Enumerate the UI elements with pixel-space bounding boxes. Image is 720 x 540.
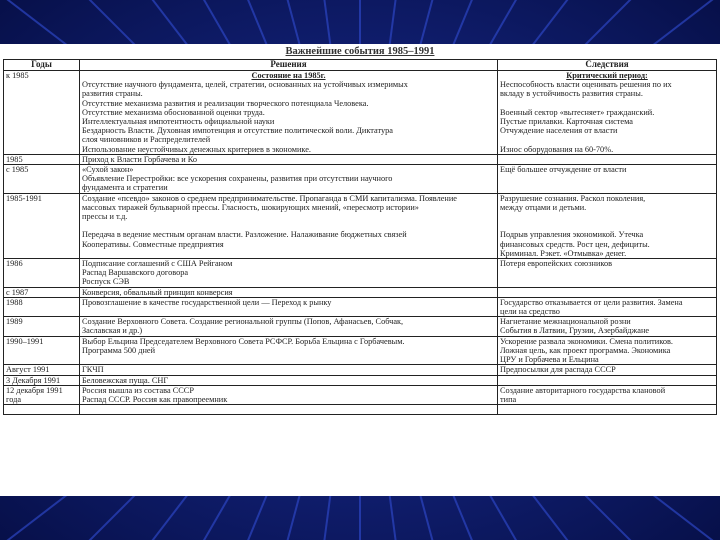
consequences-cell-line — [500, 135, 714, 144]
decisions-cell-line: Распад СССР. Россия как правопреемник — [82, 394, 228, 404]
table-row — [4, 297, 717, 316]
consequences-cell-line: Неспособность власти оценивать решения по их — [500, 80, 672, 90]
decisions-cell — [80, 154, 498, 164]
decisions-cell-line: Роспуск СЭВ — [82, 277, 130, 287]
consequences-cell-line: Потеря европейских союзников — [500, 259, 613, 269]
decisions-cell-line: Отсутствие механизма обоснованной оценки труда. — [82, 107, 265, 117]
table-row — [4, 385, 717, 404]
consequences-cell — [498, 405, 717, 415]
decisions-cell-line: Беловежская пуща. СНГ — [82, 375, 169, 385]
consequences-cell-line: цели на средство — [500, 307, 560, 317]
consequences-cell-line: Военный сектор «вытесняет» гражданский. — [500, 107, 655, 117]
consequences-cell-line: Износ оборудования на 60-70%. — [500, 144, 614, 154]
consequences-cell — [498, 71, 717, 155]
table-row — [4, 365, 717, 375]
consequences-cell — [498, 336, 717, 365]
decisions-cell-line: Интеллектуальная импотентность официальной науки — [82, 117, 275, 127]
decisions-cell — [80, 375, 498, 385]
table-row — [4, 336, 717, 365]
consequences-cell-line: Предпосылки для распада СССР — [500, 365, 616, 375]
year-cell: 1985 — [4, 154, 80, 164]
consequences-cell-line: Создание авторитарного государства клановой — [500, 385, 666, 395]
decisions-cell-line: Заславская и др.) — [82, 326, 143, 336]
decisions-cell-line: Бездарность Власти. Духовная импотенция и отсутствие политической воли. Диктатура — [82, 126, 393, 136]
header-consequences: Следствия — [498, 60, 717, 71]
decisions-cell — [80, 71, 498, 155]
consequences-cell-line: Отчуждение населения от власти — [500, 126, 618, 136]
consequences-cell — [498, 287, 717, 297]
decisions-cell-line: Объявление Перестройки: все ускорения сохранены, развития при отсутствии научного — [82, 174, 393, 184]
consequences-cell — [498, 317, 717, 336]
consequences-cell-line: вкладу в устойчивость развития страны. — [500, 89, 643, 99]
consequences-cell — [498, 375, 717, 385]
decisions-cell-line: Подписание соглашений с США Рейганом — [82, 259, 233, 269]
decisions-cell — [80, 193, 498, 258]
decisions-cell-line: «Сухой закон» — [82, 165, 134, 175]
consequences-cell-line: События в Латвии, Грузии, Азербайджане — [500, 326, 650, 336]
consequences-cell-line: финансовых средств. Рост цен, дефициты. — [500, 239, 650, 249]
decisions-cell — [80, 297, 498, 316]
decisions-cell-line: массовых тиражей бульварной прессы. Гласность, шокирующих мнений, «пересмотр истории» — [82, 202, 419, 212]
consequences-cell — [498, 385, 717, 404]
year-cell: Август 1991 — [4, 365, 80, 375]
consequences-cell-line: Государство отказывается от цели развития. Замена — [500, 297, 683, 307]
consequences-cell-line — [500, 221, 714, 230]
table-row — [4, 165, 717, 194]
decisions-cell — [80, 165, 498, 194]
decisions-cell-line: Распад Варшавского договора — [82, 268, 189, 278]
consequences-cell-line: Нагнетание межнациональной розни — [500, 317, 631, 327]
consequences-cell-line: типа — [500, 394, 517, 404]
decisions-cell-line — [82, 221, 495, 230]
decisions-cell-line: слоя чиновников и Распределителей — [82, 135, 211, 145]
consequences-cell-line: Криминал. Рэкет. «Отмывка» денег. — [500, 248, 627, 258]
consequences-cell-line: Ускорение развала экономики. Смена политиков. — [500, 336, 673, 346]
decisions-cell-line: Создание Верховного Совета. Создание региональной группы (Попов, Афанасьев, Собчак, — [82, 317, 404, 327]
decisions-cell — [80, 317, 498, 336]
decisions-cell-line: Приход к Власти Горбачева и Ко — [82, 154, 198, 164]
decisions-cell — [80, 405, 498, 415]
year-cell: 3 Декабря 1991 — [4, 375, 80, 385]
consequences-cell-line: Подрыв управления экономикой. Утечка — [500, 230, 644, 240]
consequences-cell-line: Ложная цель, как проект программа. Экономика — [500, 345, 671, 355]
consequences-cell-line: Разрушение сознания. Раскол поколения, — [500, 193, 646, 203]
year-cell: 1988 — [4, 297, 80, 316]
table-row — [4, 154, 717, 164]
decisions-cell — [80, 259, 498, 288]
table-row — [4, 317, 717, 336]
events-table — [3, 59, 717, 415]
decisions-cell-line: ГКЧП — [82, 365, 104, 375]
table-row — [4, 259, 717, 288]
decisions-cell — [80, 336, 498, 365]
consequences-cell-line: ЦРУ и Горбачева и Ельцина — [500, 355, 599, 365]
decisions-cell-line: Конверсия, обвальный принцип конверсия — [82, 287, 233, 297]
consequences-cell-line: между отцами и детьми. — [500, 202, 587, 212]
table-row — [4, 193, 717, 258]
table-body — [4, 71, 717, 415]
decisions-cell-line: развития страны. — [82, 89, 143, 99]
slide-content — [0, 44, 720, 496]
consequences-cell-line — [500, 212, 714, 221]
table-row — [4, 287, 717, 297]
decisions-cell-line: Программа 500 дней — [82, 345, 156, 355]
decisions-cell-line: Выбор Ельцина Председателем Верховного Совета РСФСР. Борьба Ельцина с Горбачевым. — [82, 336, 405, 346]
decisions-cell-heading: Состояние на 1985г. — [251, 71, 326, 80]
consequences-cell — [498, 193, 717, 258]
slide-title: Важнейшие события 1985–1991 — [285, 46, 435, 57]
consequences-cell — [498, 259, 717, 288]
decisions-cell-line: Отсутствие научного фундамента, целей, стратегии, основанных на устойчивых измеримых — [82, 80, 408, 90]
consequences-cell — [498, 154, 717, 164]
decisions-cell-line: прессы и т.д. — [82, 212, 128, 222]
consequences-cell-heading: Критический период: — [566, 71, 648, 80]
decisions-cell-line: Использование неустойчивых денежных критериев в экономике. — [82, 144, 311, 154]
consequences-cell — [498, 365, 717, 375]
decisions-cell-line: Создание «псевдо» законов о среднем предпринимательстве. Пропаганда в СМИ капитализма. Появление — [82, 193, 457, 203]
consequences-cell — [498, 165, 717, 194]
year-cell: с 1987 — [4, 287, 80, 297]
decisions-cell — [80, 385, 498, 404]
year-cell: 1985-1991 — [4, 193, 80, 258]
year-cell: 1986 — [4, 259, 80, 288]
decisions-cell-line: Передача в ведение местным органам власти. Разложение. Налаживание бюджетных связей — [82, 230, 407, 240]
consequences-cell-line: Пустые прилавки. Карточная система — [500, 117, 633, 127]
table-row — [4, 405, 717, 415]
decisions-cell-line: Провозглашение в качестве государственной цели — Переход к рынку — [82, 297, 332, 307]
decisions-cell — [80, 365, 498, 375]
year-cell: 1990–1991 — [4, 336, 80, 365]
year-cell: 1989 — [4, 317, 80, 336]
table-row — [4, 375, 717, 385]
table-row — [4, 71, 717, 155]
header-decisions: Решения — [80, 60, 498, 71]
year-cell: с 1985 — [4, 165, 80, 194]
table-header-row — [4, 60, 717, 71]
decisions-cell-line: Россия вышла из состава СССР — [82, 385, 194, 395]
consequences-cell-line — [500, 99, 714, 108]
decisions-cell — [80, 287, 498, 297]
year-cell: к 1985 — [4, 71, 80, 155]
consequences-cell — [498, 297, 717, 316]
decisions-cell-line: Кооперативы. Совместные предприятия — [82, 239, 224, 249]
decisions-cell-line: Отсутствие механизма развития и реализации творческого потенциала Человека. — [82, 98, 369, 108]
consequences-cell-line: Ещё большее отчуждение от власти — [500, 165, 627, 175]
year-cell — [4, 405, 80, 415]
decisions-cell-line: фундамента и стратегии — [82, 183, 168, 193]
year-cell: 12 декабря 1991 года — [4, 385, 80, 404]
header-years: Годы — [4, 60, 80, 71]
